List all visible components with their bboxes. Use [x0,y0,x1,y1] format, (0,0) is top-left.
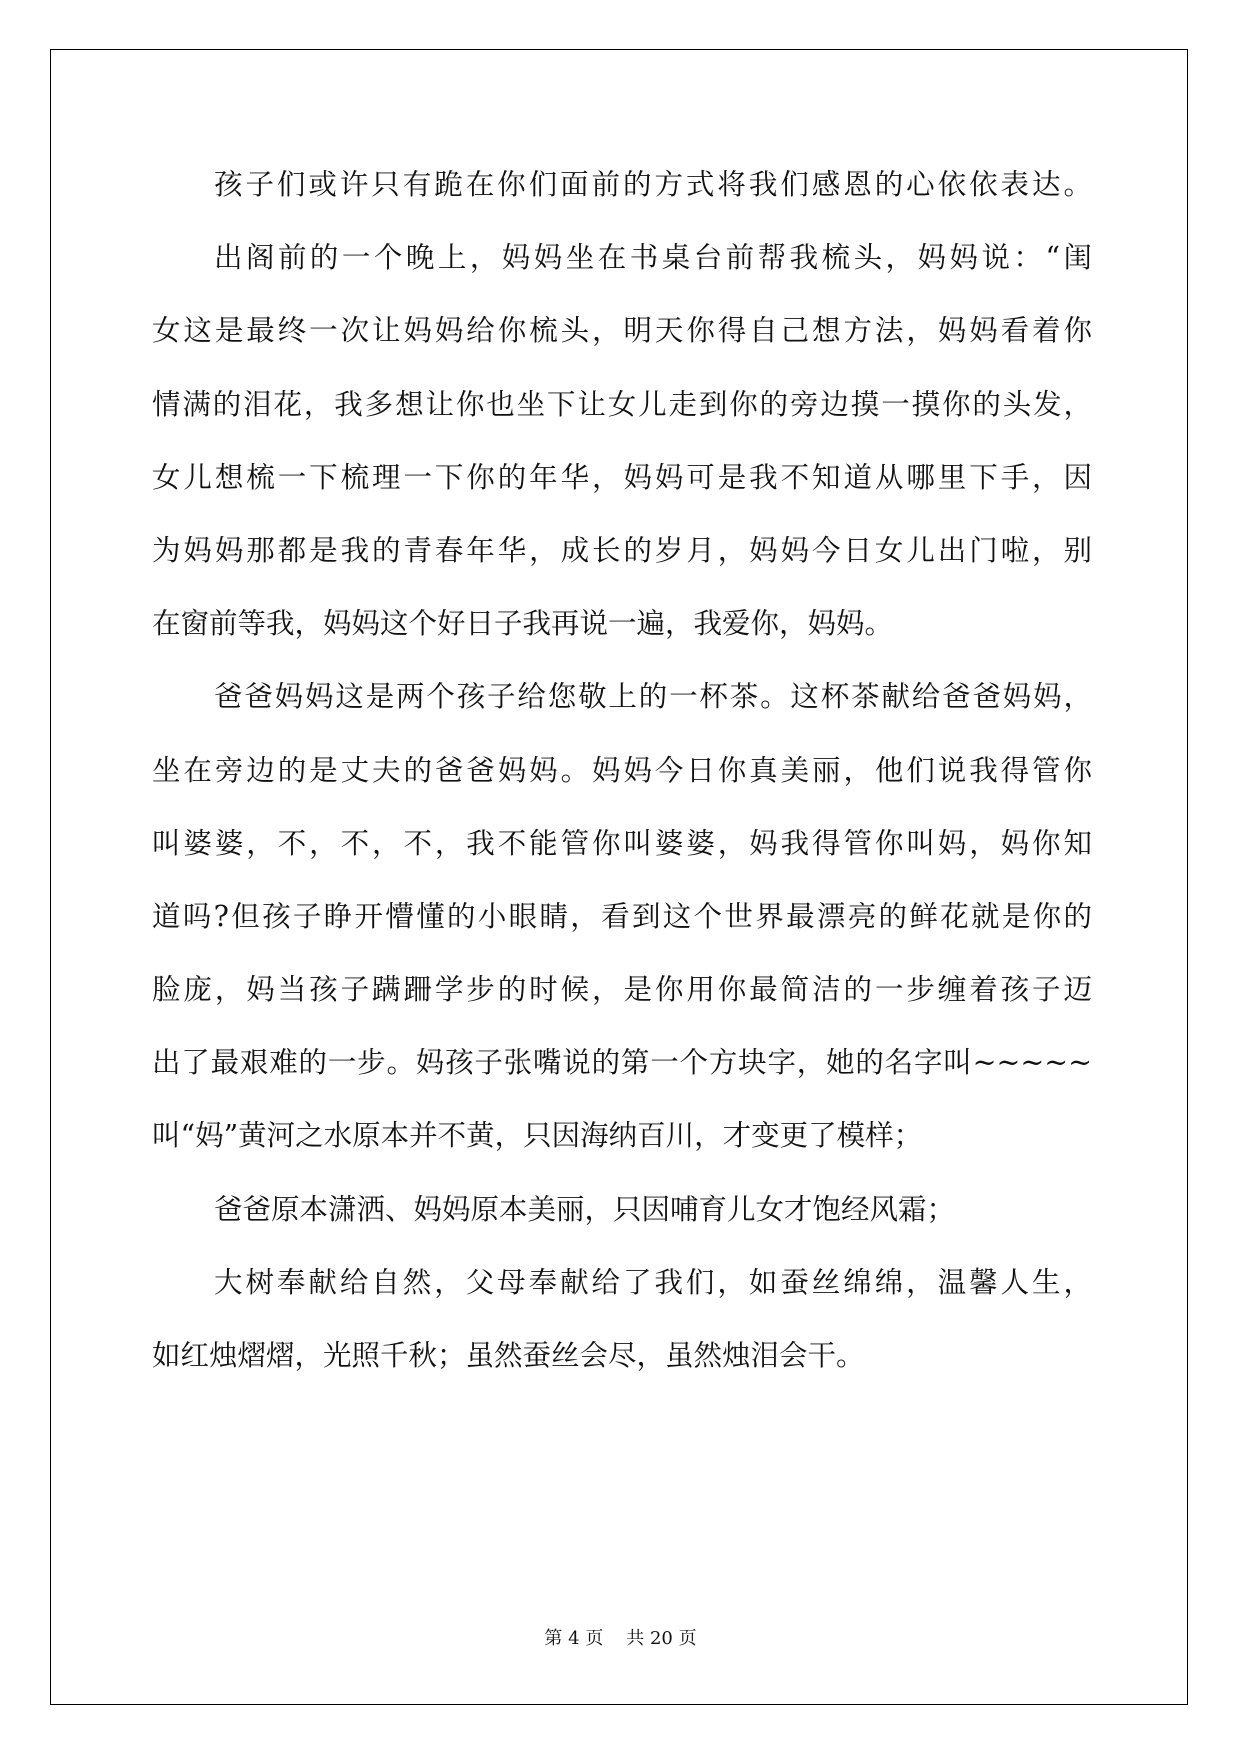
text-line: 爸爸妈妈这是两个孩子给您敬上的一杯茶。这杯茶献给爸爸妈妈， [214,680,1092,714]
text-line: 叫婆婆，不，不，不，我不能管你叫婆婆，妈我得管你叫妈，妈你知 [152,826,1092,860]
text-line: 为妈妈那都是我的青春年华，成长的岁月，妈妈今日女儿出门啦，别 [152,533,1092,567]
page-number: 第 4 页 [544,1628,604,1649]
text-line: 爸爸原本潇洒、妈妈原本美丽，只因哺育儿女才饱经风霜； [214,1192,956,1226]
text-line: 女儿想梳一下梳理一下你的年华，妈妈可是我不知道从哪里下手，因 [152,460,1092,494]
page-total: 共 20 页 [626,1628,697,1649]
page-footer [0,1624,1241,1650]
text-line: 孩子们或许只有跪在你们面前的方式将我们感恩的心依依表达。 [214,168,1092,201]
text-line: 大树奉献给自然，父母奉献给了我们，如蚕丝绵绵，温馨人生， [214,1265,1092,1299]
text-line: 如红烛熠熠，光照千秋；虽然蚕丝会尽，虽然烛泪会干。 [152,1339,865,1372]
text-line: 叫“妈”黄河之水原本并不黄，只因海纳百川，才变更了模样； [152,1119,923,1153]
document-body [152,165,1092,1409]
text-line: 女这是最终一次让妈妈给你梳头，明天你得自己想方法，妈妈看着你 [152,314,1092,348]
text-line: 出阁前的一个晚上，妈妈坐在书桌台前帮我梳头，妈妈说：“闺 [214,241,1092,275]
text-line: 坐在旁边的是丈夫的爸爸妈妈。妈妈今日你真美丽，他们说我得管你 [152,753,1092,787]
text-line: 在窗前等我，妈妈这个好日子我再说一遍，我爱你，妈妈。 [152,607,894,641]
text-line: 道吗?但孩子睁开懵懂的小眼睛，看到这个世界最漂亮的鲜花就是你的 [152,899,1092,933]
text-line: 脸庞，妈当孩子蹒跚学步的时候，是你用你最简洁的一步缠着孩子迈 [152,973,1092,1007]
text-line: 情满的泪花，我多想让你也坐下让女儿走到你的旁边摸一摸你的头发， [152,387,1092,421]
footer-spacer [603,1628,626,1649]
text-line: 出了最艰难的一步。妈孩子张嘴说的第一个方块字，她的名字叫~~~~~ [152,1046,1092,1080]
